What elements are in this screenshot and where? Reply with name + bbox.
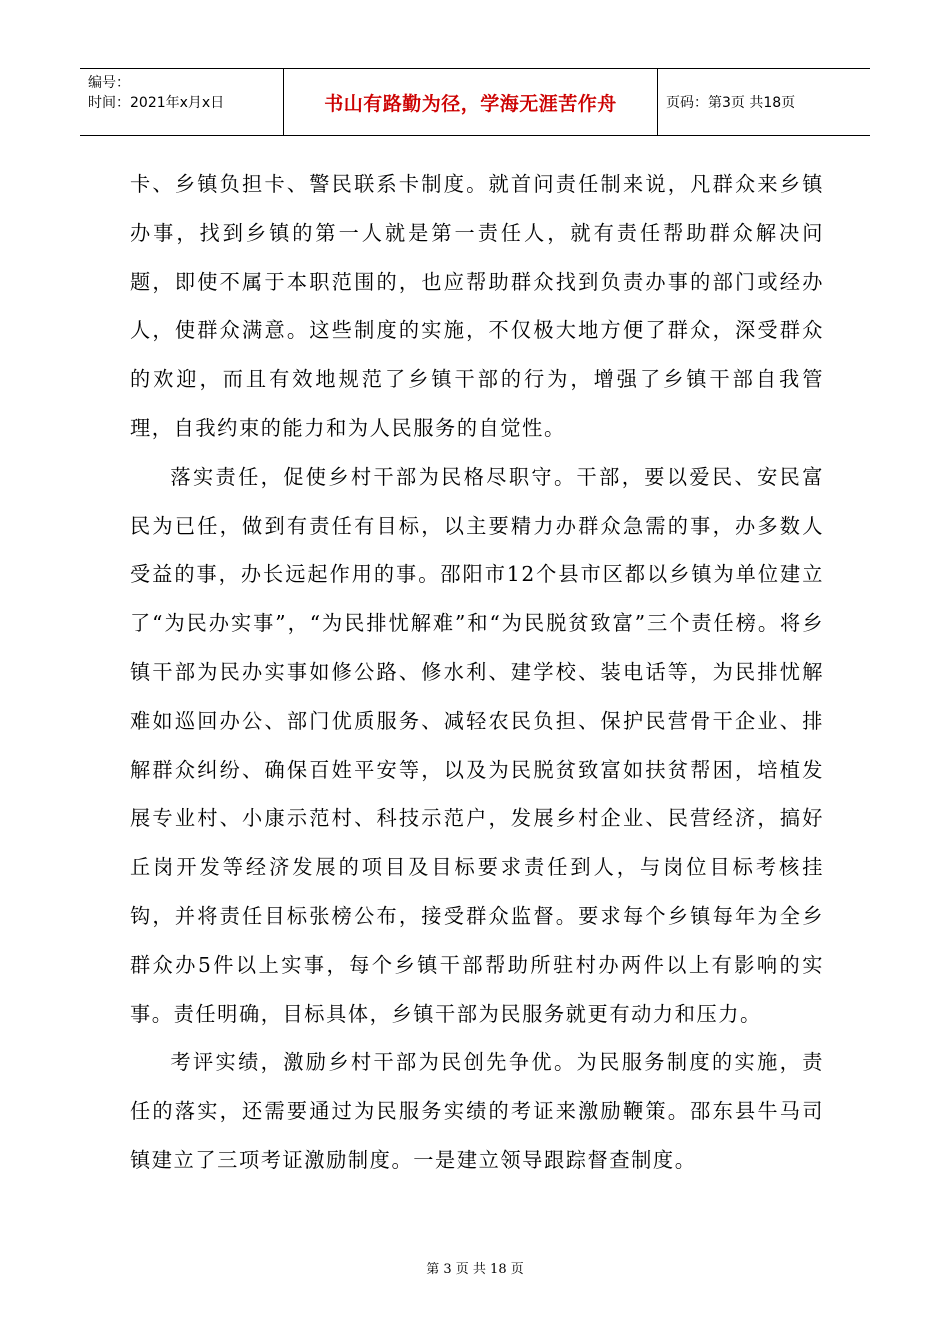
header-page-info: 页码：第3页 共18页 — [666, 95, 796, 111]
page-footer: 第 3 页 共 18 页 — [426, 1262, 524, 1277]
paragraph: 落实责任，促使乡村干部为民格尽职守。干部，要以爱民、安民富民为已任，做到有责任有目标，以主要精力办群众急需的事，办多数人受益的事，办长远起作用的事。邵阳市12个县市区都以乡镇为单位建立了“为民办实事”，“为民排忧解难”和“为民脱贫致富”三个责任榜。将乡镇干部为民办实事如修公路、修水利、建学校、装电话等，为民排忧解难如巡回办公、部门优质服务、减轻农民负担、保护民营骨干企业、排解群众纠纷、确保百姓平安等，以及为民脱贫致富如扶贫帮困，培植发展专业村、小康示范村、科技示范户，发展乡村企业、民营经济，搞好丘岗开发等经济发展的项目及目标要求责任到人，与岗位目标考核挂钩，并将责任目标张榜公布，接受群众监督。要求每个乡镇每年为全乡群众办5件以上实事，每个乡镇干部帮助所驻村办两件以上有影响的实事。责任明确，目标具体，乡镇干部为民服务就更有动力和压力。 — [130, 464, 824, 1026]
paragraph: 考评实绩，激励乡村干部为民创先争优。为民服务制度的实施，责任的落实，还需要通过为民服务实绩的考证来激励鞭策。邵东县牛马司镇建立了三项考证激励制度。一是建立领导跟踪督查制度。 — [130, 1050, 824, 1172]
header-meta — [80, 69, 284, 135]
date-label: 时间：2021年x月x日 — [88, 95, 225, 111]
page-header — [80, 68, 870, 136]
paragraph-continued: 卡、乡镇负担卡、警民联系卡制度。就首问责任制来说，凡群众来乡镇办事，找到乡镇的第一人就是第一责任人，就有责任帮助群众解决问题，即使不属于本职范围的，也应帮助群众找到负责办事的部门或经办人，使群众满意。这些制度的实施，不仅极大地方便了群众，深受群众的欢迎，而且有效地规范了乡镇干部的行为，增强了乡镇干部自我管理，自我约束的能力和为人民服务的自觉性。 — [130, 172, 824, 440]
header-motto: 书山有路勤为径，学海无涯苦作舟 — [284, 69, 658, 135]
document-body — [130, 160, 824, 1185]
serial-number-label: 编号： — [88, 75, 130, 91]
